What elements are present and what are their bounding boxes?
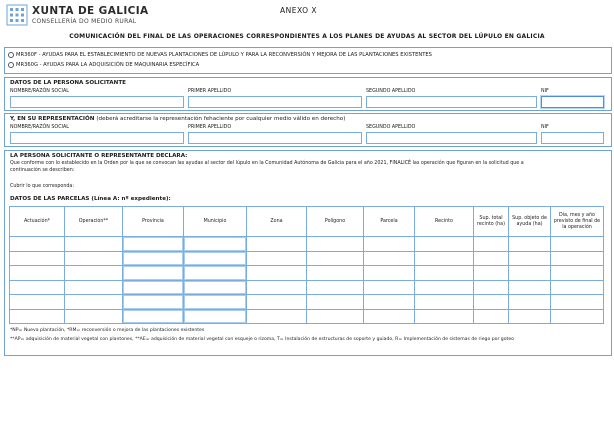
table-cell-input[interactable] [65, 266, 123, 281]
table-row [10, 237, 604, 252]
table-cell-input[interactable] [247, 237, 307, 252]
table-cell-input[interactable] [123, 237, 184, 252]
table-row [10, 309, 604, 324]
table-cell-input[interactable] [307, 266, 364, 281]
table-cell-input[interactable] [10, 237, 65, 252]
table-cell-input[interactable] [65, 251, 123, 266]
applicant-surname1-field[interactable] [188, 96, 362, 108]
declaration-heading: LA PERSONA SOLICITANTE O REPRESENTANTE DECLARA: [10, 153, 188, 159]
table-cell-input[interactable] [65, 295, 123, 310]
table-cell-input[interactable] [247, 295, 307, 310]
surname1-label: PRIMER APELLIDO [188, 89, 232, 94]
radio-button[interactable] [8, 52, 14, 58]
table-cell-input[interactable] [307, 295, 364, 310]
table-cell-input[interactable] [184, 280, 247, 295]
representative-surname2-field[interactable] [366, 132, 537, 144]
table-cell-input[interactable] [65, 309, 123, 324]
table-cell-input[interactable] [10, 295, 65, 310]
procedure-label: MR360G - AYUDAS PARA LA ADQUISICIÓN DE MAQUINARIA ESPECÍFICA [16, 62, 200, 68]
parcels-heading: DATOS DE LAS PARCELAS (Línea A: nº expediente): [10, 196, 171, 202]
table-cell-input[interactable] [509, 280, 551, 295]
document-title: COMUNICACIÓN DEL FINAL DE LAS OPERACIONES CORRESPONDIENTES A LOS PLANES DE AYUDAS AL SECTOR DEL LÚPULO EN GALICIA [69, 33, 545, 40]
table-cell-input[interactable] [247, 266, 307, 281]
applicant-nif-field[interactable] [541, 96, 604, 108]
table-cell-input[interactable] [364, 280, 415, 295]
table-row [10, 280, 604, 295]
table-cell-input[interactable] [247, 251, 307, 266]
table-cell-input[interactable] [474, 280, 509, 295]
table-cell-input[interactable] [415, 309, 474, 324]
table-cell-input[interactable] [65, 237, 123, 252]
section-heading-note: (deberá acreditarse la representación fehaciente por cualquier medio válido en derecho) [96, 116, 346, 122]
representative-name-field[interactable] [10, 132, 184, 144]
table-cell-input[interactable] [364, 237, 415, 252]
table-cell-input[interactable] [415, 280, 474, 295]
table-cell-input[interactable] [474, 295, 509, 310]
surname2-label: SEGUNDO APELLIDO [366, 125, 416, 130]
table-cell-input[interactable] [509, 295, 551, 310]
table-cell-input[interactable] [184, 295, 247, 310]
surname2-label: SEGUNDO APELLIDO [366, 89, 416, 94]
nif-label: NIF [541, 89, 549, 94]
table-row [10, 266, 604, 281]
table-cell-input[interactable] [247, 280, 307, 295]
footnote-actuacion: *NP= Nueva plantación, *RM= reconversión o mejora de las plantaciones existentes [10, 328, 205, 333]
table-cell-input[interactable] [509, 251, 551, 266]
declaration-text-line2: continuación se describen: [10, 168, 75, 173]
table-cell-input[interactable] [509, 309, 551, 324]
table-cell-input[interactable] [551, 280, 604, 295]
column-header: Operación** [65, 207, 123, 237]
table-cell-input[interactable] [184, 251, 247, 266]
table-cell-input[interactable] [184, 237, 247, 252]
column-header: Día, mes y año previsto de final de la operación [551, 207, 604, 237]
table-row [10, 251, 604, 266]
table-cell-input[interactable] [123, 309, 184, 324]
table-cell-input[interactable] [364, 295, 415, 310]
column-header: Sup. objeto de ayuda (ha) [509, 207, 551, 237]
applicant-surname2-field[interactable] [366, 96, 537, 108]
table-cell-input[interactable] [10, 309, 65, 324]
table-cell-input[interactable] [364, 266, 415, 281]
table-cell-input[interactable] [551, 266, 604, 281]
table-cell-input[interactable] [307, 237, 364, 252]
surname1-label: PRIMER APELLIDO [188, 125, 232, 130]
section-heading: DATOS DE LA PERSONA SOLICITANTE [10, 80, 126, 86]
table-cell-input[interactable] [307, 280, 364, 295]
radio-button[interactable] [8, 62, 14, 68]
table-cell-input[interactable] [474, 266, 509, 281]
table-cell-input[interactable] [551, 237, 604, 252]
table-cell-input[interactable] [10, 280, 65, 295]
column-header: Polígono [307, 207, 364, 237]
table-cell-input[interactable] [364, 251, 415, 266]
column-header: Actuación* [10, 207, 65, 237]
name-label: NOMBRE/RAZÓN SOCIAL [10, 125, 69, 130]
department-name: CONSELLERÍA DO MEDIO RURAL [32, 18, 137, 25]
org-name: XUNTA DE GALICIA [32, 5, 149, 17]
table-cell-input[interactable] [123, 266, 184, 281]
name-label: NOMBRE/RAZÓN SOCIAL [10, 89, 69, 94]
representative-nif-field[interactable] [541, 132, 604, 144]
column-header: Recinto [415, 207, 474, 237]
representative-section [4, 113, 612, 147]
table-cell-input[interactable] [551, 309, 604, 324]
table-cell-input[interactable] [307, 251, 364, 266]
table-cell-input[interactable] [415, 251, 474, 266]
table-cell-input[interactable] [509, 237, 551, 252]
table-cell-input[interactable] [509, 266, 551, 281]
table-cell-input[interactable] [123, 295, 184, 310]
table-cell-input[interactable] [247, 309, 307, 324]
table-cell-input[interactable] [415, 295, 474, 310]
table-row [10, 295, 604, 310]
table-cell-input[interactable] [474, 309, 509, 324]
applicant-section [4, 77, 612, 111]
column-header: Parcela [364, 207, 415, 237]
column-header: Municipio [184, 207, 247, 237]
section-heading [10, 116, 345, 122]
representative-surname1-field[interactable] [188, 132, 362, 144]
table-cell-input[interactable] [307, 309, 364, 324]
xunta-crest-icon [6, 4, 28, 26]
nif-label: NIF [541, 125, 549, 130]
table-cell-input[interactable] [65, 280, 123, 295]
footnote-operacion: **AP= adquisición de material vegetal con plantones, **AE= adquisición de material vegetal con esqueje o rizoma, T= Instalación de estructuras de soporte y guiado, R= Implementación de sistemas de riego por goteo [10, 337, 514, 342]
table-cell-input[interactable] [123, 251, 184, 266]
column-header: Sup. total recinto (ha) [474, 207, 509, 237]
table-header-row [10, 207, 604, 237]
annex-label: ANEXO X [280, 6, 318, 15]
table-cell-input[interactable] [474, 251, 509, 266]
instruction-text: Cubrir lo que corresponda: [10, 184, 74, 189]
parcels-table [9, 206, 604, 324]
procedure-selection [4, 47, 612, 74]
column-header: Provincia [123, 207, 184, 237]
applicant-name-field[interactable] [10, 96, 184, 108]
table-cell-input[interactable] [474, 237, 509, 252]
table-cell-input[interactable] [415, 266, 474, 281]
table-cell-input[interactable] [10, 251, 65, 266]
procedure-label: MR360F - AYUDAS PARA EL ESTABLECIMIENTO DE NUEVAS PLANTACIONES DE LÚPULO Y PARA LA RECONVERSIÓN Y MEJORA DE LAS PLANTACIONES EXISTENTES [16, 52, 432, 58]
table-cell-input[interactable] [184, 309, 247, 324]
table-cell-input[interactable] [551, 295, 604, 310]
document-header [6, 4, 606, 28]
procedure-option-mr360f[interactable] [8, 52, 432, 58]
table-cell-input[interactable] [415, 237, 474, 252]
column-header: Zona [247, 207, 307, 237]
table-cell-input[interactable] [364, 309, 415, 324]
table-cell-input[interactable] [10, 266, 65, 281]
section-heading-title: Y, EN SU REPRESENTACIÓN [10, 116, 95, 122]
declaration-text-line1: Que conforme con lo establecido en la Orden por la que se convocan las ayudas al sector del lúpulo en la Comunidad Autónoma de Galicia para el año 2021, FINALICÉ las operación que figuran en la solicitud que a [10, 161, 524, 166]
table-cell-input[interactable] [123, 280, 184, 295]
table-cell-input[interactable] [184, 266, 247, 281]
table-cell-input[interactable] [551, 251, 604, 266]
procedure-option-mr360g[interactable] [8, 62, 199, 68]
